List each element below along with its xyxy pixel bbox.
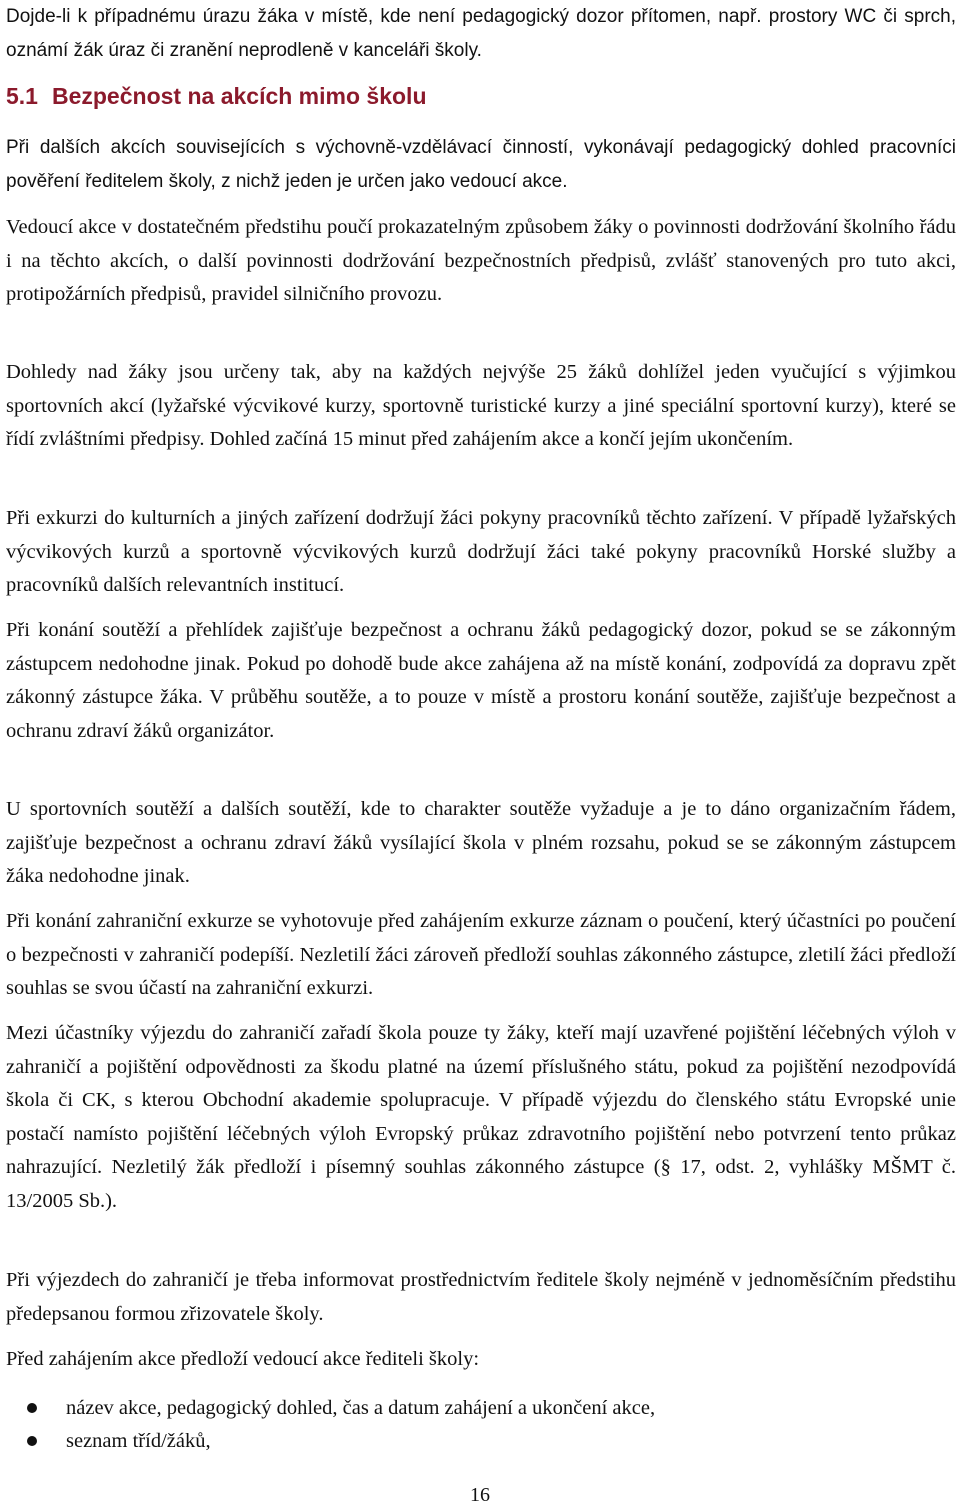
- paragraph-competitions: Při konání soutěží a přehlídek zajišťuje bezpečnost a ochranu žáků pedagogický dozor, pokud se se zákonným zástupcem nedohodne jinak. Pokud po dohodě bude akce zahájena až na místě konání, zodpovídá za dopravu zpět zákonný zástupce žáka. V průběhu soutěže, a to pouze v místě a prostoru konání soutěže, zajišťuje bezpečnost a ochranu zdraví žáků organizátor.: [6, 619, 956, 742]
- paragraph-foreign-trips-notice: Při výjezdech do zahraničí je třeba informovat prostřednictvím ředitele školy nejméně v jednoměsíčním předstihu předepsanou formou zřizovatele školy.: [6, 1269, 956, 1325]
- list-item-text: název akce, pedagogický dohled, čas a datum zahájení a ukončení akce,: [66, 1397, 656, 1419]
- list-item: [0, 1425, 655, 1458]
- list-item: [0, 1392, 655, 1425]
- paragraph-injury-report: Dojde-li k případnému úrazu žáka v místě, kde není pedagogický dozor přítomen, např. prostory WC či sprch, oznámí žák úraz či zranění neprodleně v kanceláři školy.: [6, 6, 956, 61]
- section-number: 5.1: [6, 83, 38, 109]
- paragraph-supervision-ratio: Dohledy nad žáky jsou určeny tak, aby na každých nejvýše 25 žáků dohlížel jeden vyučující s výjimkou sportovních akcí (lyžařské výcvikové kurzy, sportovně turistické kurzy a jiné speciální sportovní kurzy), které se řídí zvláštními předpisy. Dohled začíná 15 minut před zahájením akce a končí jejím ukončením.: [6, 361, 956, 450]
- paragraph-excursion-rules: Při exkurzi do kulturních a jiných zařízení dodržují žáci pokyny pracovníků těchto zařízení. V případě lyžařských výcvikových kurzů a sportovně výcvikových kurzů dodržují žáci také pokyny pracovníků Horské služby a pracovníků dalších relevantních institucí.: [6, 507, 956, 596]
- page-number: 16: [470, 1484, 490, 1506]
- section-title: Bezpečnost na akcích mimo školu: [51, 83, 427, 109]
- submission-list: [0, 1392, 655, 1458]
- paragraph-foreign-excursion: Při konání zahraniční exkurze se vyhotovuje před zahájením exkurze záznam o poučení, který účastníci po poučení o bezpečnosti v zahraničí podepíší. Nezletilí žáci zároveň předloží souhlas zákonného zástupce, zletilí žáci předloží souhlas se svou účastí na zahraniční exkurzi.: [6, 910, 956, 999]
- paragraph-sports-competitions: U sportovních soutěží a dalších soutěží, kde to charakter soutěže vyžaduje a je to dáno organizačním řádem, zajišťuje bezpečnost a ochranu zdraví žáků vysílající škola v plném rozsahu, pokud se se zákonným zástupcem žáka nedohodne jinak.: [6, 798, 956, 887]
- bullet-icon: [27, 1436, 37, 1446]
- paragraph-submission-intro: Před zahájením akce předloží vedoucí akce řediteli školy:: [6, 1348, 480, 1370]
- paragraph-leader-instructions: Vedoucí akce v dostatečném předstihu poučí prokazatelným způsobem žáky o povinnosti dodržování školního řádu i na těchto akcích, o další povinnosti dodržování bezpečnostních předpisů, zvlášť stanovených pro tuto akci, protipožárních předpisů, pravidel silničního provozu.: [6, 216, 956, 305]
- section-heading: [6, 83, 427, 110]
- list-item-text: seznam tříd/žáků,: [66, 1430, 211, 1452]
- bullet-icon: [27, 1403, 37, 1413]
- paragraph-supervision-staff: Při dalších akcích souvisejících s výchovně-vzdělávací činností, vykonávají pedagogický dohled pracovníci pověření ředitelem školy, z nichž jeden je určen jako vedoucí akce.: [6, 137, 956, 192]
- paragraph-insurance: Mezi účastníky výjezdu do zahraničí zařadí škola pouze ty žáky, kteří mají uzavřené pojištění léčebných výloh v zahraničí a pojištění odpovědnosti za škodu platné na území příslušného státu, pokud za pojištění nezodpovídá škola či CK, s kterou Obchodní akademie spolupracuje. V případě výjezdu do členského státu Evropské unie postačí namísto pojištění léčebných výloh Evropský průkaz zdravotního pojištění nebo potvrzení tento průkaz nahrazující. Nezletilý žák předloží i písemný souhlas zákonného zástupce (§ 17, odst. 2, vyhlášky MŠMT č. 13/2005 Sb.).: [6, 1022, 956, 1212]
